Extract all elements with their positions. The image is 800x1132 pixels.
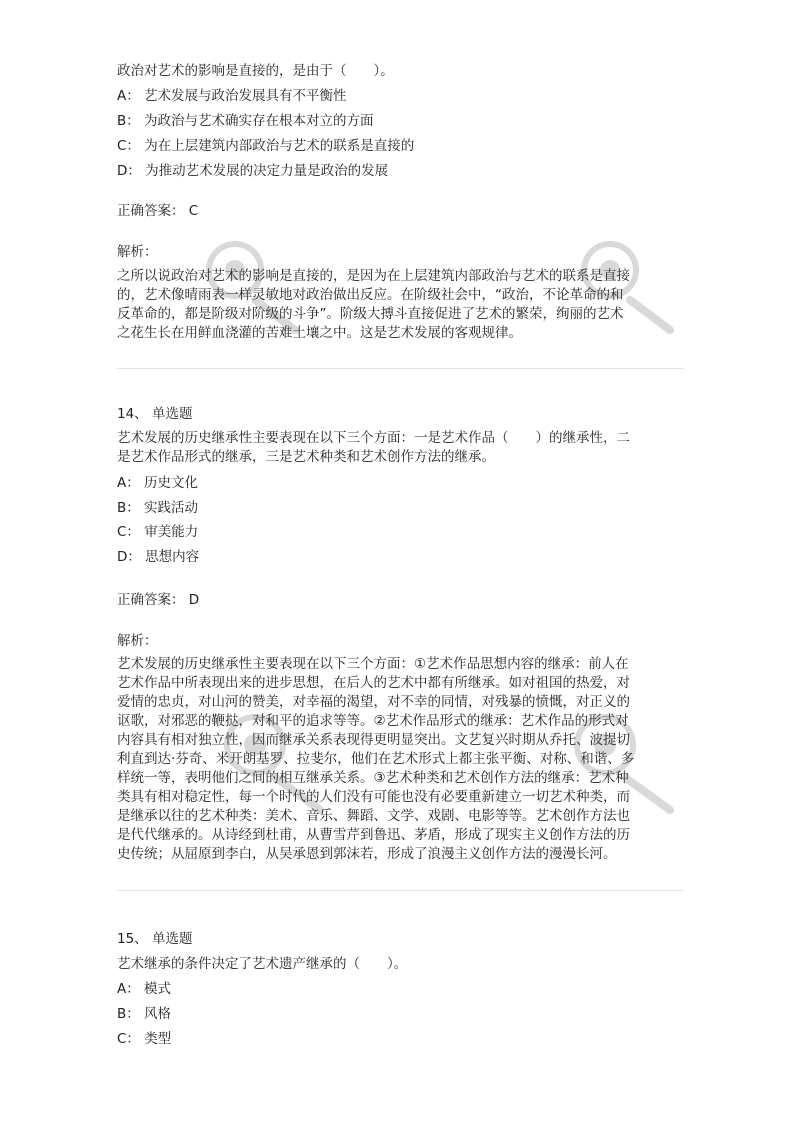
q13-analysis-line: 之花生长在用鲜血浇灌的苦难土壤之中。这是艺术发展的客观规律。 [117,325,522,341]
q14-analysis-label: 解析： [117,633,158,649]
q15-stem: 艺术继承的条件决定了艺术遗产继承的（ ）。 [117,956,408,972]
q14-analysis-line: 利直到达·芬奇、米开朗基罗、拉斐尔，他们在艺术形式上都主张平衡、对称、和谐、多 [117,751,635,767]
q14-analysis-line: 类具有相对稳定性，每一个时代的人们没有可能也没有必要重新建立一切艺术种类，而 [117,789,630,805]
q13-analysis [117,267,684,343]
q15-option-c: C： 类型 [117,1031,172,1047]
q14-option-c: C： 审美能力 [117,524,199,540]
q14-stem [117,429,684,467]
q14-analysis-line: 是代代继承的。从诗经到杜甫，从曹雪芹到鲁迅、茅盾，形成了现实主义创作方法的历 [117,827,630,843]
q14-analysis [117,655,684,864]
q14-header: 14、 单选题 [117,406,193,422]
q14-stem-line: 是艺术作品形式的继承，三是艺术种类和艺术创作方法的继承。 [117,449,495,465]
q14-option-a: A： 历史文化 [117,475,199,491]
q14-analysis-line: 史传统；从屈原到李白，从吴承恩到郭沫若，形成了浪漫主义创作方法的漫漫长河。 [117,846,617,862]
q15-option-b: B： 风格 [117,1006,172,1022]
q14-analysis-line: 艺术发展的历史继承性主要表现在以下三个方面：①艺术作品思想内容的继承：前人在 [117,656,629,672]
q14-analysis-line: 讴歌，对邪恶的鞭挞，对和平的追求等等。②艺术作品形式的继承：艺术作品的形式对 [117,713,629,729]
q15-header: 15、 单选题 [117,931,193,947]
q13-analysis-line: 之所以说政治对艺术的影响是直接的，是因为在上层建筑内部政治与艺术的联系是直接 [117,268,630,284]
q14-option-d: D： 思想内容 [117,549,200,565]
q13-option-d: D： 为推动艺术发展的决定力量是政治的发展 [117,163,389,179]
q13-analysis-line: 的，艺术像晴雨表一样灵敏地对政治做出反应。在阶级社会中，“政治，不论革命的和 [117,287,624,303]
q15-option-a: A： 模式 [117,981,172,997]
q14-analysis-line: 内容具有相对独立性，因而继承关系表现得更明显突出。文艺复兴时期从乔托、波提切 [117,732,630,748]
section-divider [117,368,684,369]
q14-analysis-line: 是继承以往的艺术种类：美术、音乐、舞蹈、文学、戏剧、电影等等。艺术创作方法也 [117,808,630,824]
section-divider [117,890,684,891]
q13-option-b: B： 为政治与艺术确实存在根本对立的方面 [117,113,374,129]
q13-answer: 正确答案： C [117,203,199,219]
q14-analysis-line: 爱情的忠贞，对山河的赞美，对幸福的渴望，对不幸的同情，对残暴的愤慨，对正义的 [117,694,630,710]
q13-option-a: A： 艺术发展与政治发展具有不平衡性 [117,88,347,104]
q14-stem-line: 艺术发展的历史继承性主要表现在以下三个方面：一是艺术作品（ ）的继承性，二 [117,430,630,446]
q13-analysis-line: 反革命的，都是阶级对阶级的斗争”。阶级大搏斗直接促进了艺术的繁荣，绚丽的艺术 [117,306,624,322]
q14-answer: 正确答案： D [117,592,200,608]
q13-option-c: C： 为在上层建筑内部政治与艺术的联系是直接的 [117,138,415,154]
q13-analysis-label: 解析： [117,244,158,260]
q14-analysis-line: 样统一等，表明他们之间的相互继承关系。③艺术种类和艺术创作方法的继承：艺术种 [117,770,629,786]
q14-option-b: B： 实践活动 [117,500,199,516]
q14-analysis-line: 艺术作品中所表现出来的进步思想，在后人的艺术中都有所继承。如对祖国的热爱，对 [117,675,630,691]
q13-stem: 政治对艺术的影响是直接的，是由于（ ）。 [117,63,394,79]
